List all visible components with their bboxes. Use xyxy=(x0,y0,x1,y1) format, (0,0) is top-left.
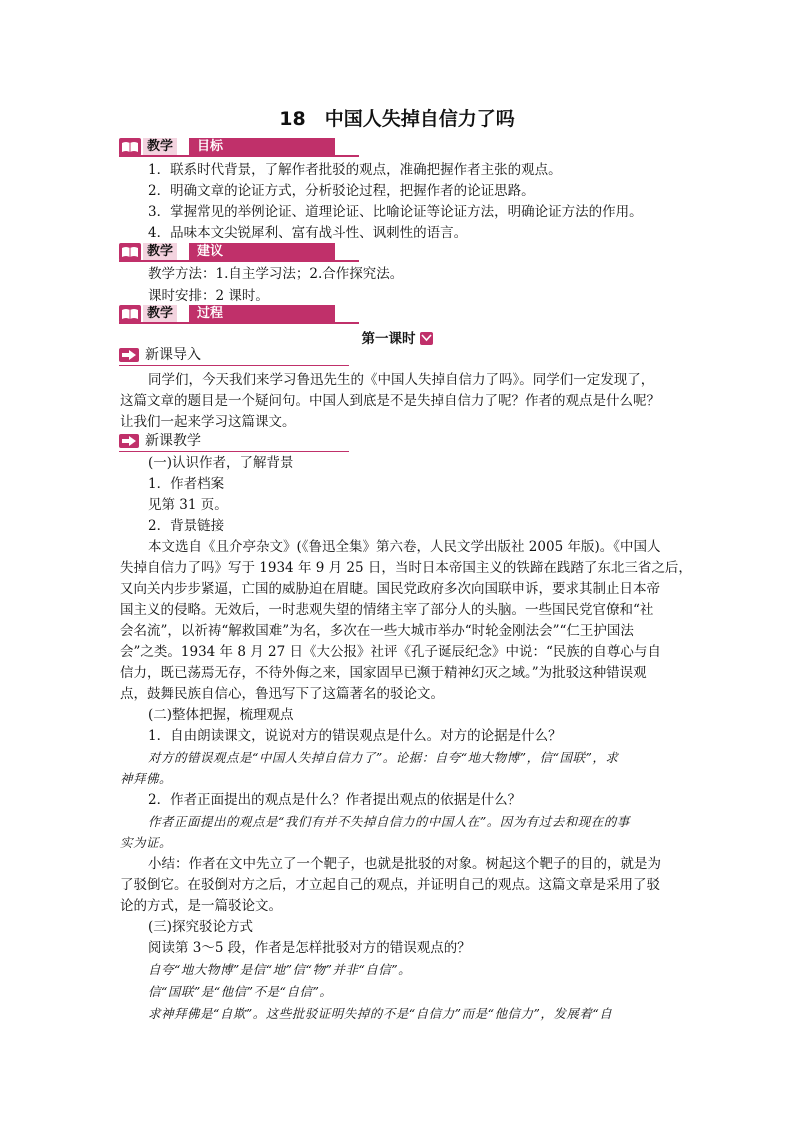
background-line: 失掉自信力了吗》写于 1934 年 9 月 25 日，当时日本帝国主义的铁蹄在践踏了东北三省之后， xyxy=(120,560,692,576)
question-line: 1．自由朗读课文，说说对方的错误观点是什么。对方的论据是什么？ xyxy=(148,728,562,744)
subheading-teach xyxy=(119,432,349,452)
lesson-title xyxy=(0,327,794,347)
section-label-sub: 过程 xyxy=(189,305,335,323)
summary-line: 小结：作者在文中先立了一个靶子，也就是批驳的对象。树起这个靶子的目的，就是为 xyxy=(148,856,661,872)
body-heading: (三)探究驳论方式 xyxy=(148,919,254,935)
section-label-sub: 建议 xyxy=(189,243,335,261)
body-subheading: 2．背景链接 xyxy=(148,518,225,534)
body-heading: (一)认识作者，了解背景 xyxy=(148,455,294,471)
section-label-sub: 目标 xyxy=(189,138,335,156)
body-subheading: 1．作者档案 xyxy=(148,476,225,492)
goal-item: 2．明确文章的论证方式，分析驳论过程，把握作者的论证思路。 xyxy=(148,183,535,199)
section-rule xyxy=(119,322,359,324)
background-line: 国主义的侵略。无效后，一时悲观失望的情绪主宰了部分人的头脑。一些国民党官僚和“社 xyxy=(120,602,654,618)
goal-item: 4．品味本文尖锐犀利、富有战斗性、讽刺性的语言。 xyxy=(148,225,468,241)
answer-line: 对方的错误观点是“中国人失掉自信力了”。论据：自夸“地大物博”，信“国联”，求 xyxy=(148,750,619,765)
summary-line: 论的方式，是一篇驳论文。 xyxy=(120,898,282,914)
arrow-right-icon xyxy=(119,434,139,448)
body-line: 见第 31 页。 xyxy=(148,497,228,513)
book-icon xyxy=(119,305,141,323)
answer-line: 作者正面提出的观点是“我们有并不失掉自信力的中国人在”。因为有过去和现在的事 xyxy=(148,814,630,829)
question-line: 阅读第 3～5 段，作者是怎样批驳对方的错误观点的？ xyxy=(148,940,471,956)
section-header-goals xyxy=(119,138,359,156)
book-icon xyxy=(119,138,141,156)
section-rule xyxy=(119,155,359,157)
subheading-text: 新课教学 xyxy=(145,433,201,449)
lesson-title-text: 第一课时 xyxy=(361,331,416,347)
goal-item: 3．掌握常见的举例论证、道理论证、比喻论证等论证方法，明确论证方法的作用。 xyxy=(148,204,643,220)
answer-line: 求神拜佛是“自欺”。这些批驳证明失掉的不是“自信力”而是“他信力”，发展着“自 xyxy=(148,1006,613,1021)
answer-line: 神拜佛。 xyxy=(120,771,173,786)
section-label-main: 教学 xyxy=(143,138,177,156)
answer-line: 自夸“地大物博”是信“地”信“物”并非“自信”。 xyxy=(148,962,412,977)
background-line: 信力，既已荡焉无存，不待外侮之来，国家固早已濒于精神幻灭之域。”为批驳这种错误观 xyxy=(120,665,647,681)
background-line: 会”之类。1934 年 8 月 27 日《大公报》社评《孔子诞辰纪念》中说：“民族的自尊心与自 xyxy=(120,644,661,660)
book-icon xyxy=(119,243,141,261)
background-line: 点，鼓舞民族自信心，鲁迅写下了这篇著名的驳论文。 xyxy=(120,686,444,702)
goal-item: 1．联系时代背景，了解作者批驳的观点，准确把握作者主张的观点。 xyxy=(148,162,562,178)
intro-line: 这篇文章的题目是一个疑问句。中国人到底是不是失掉自信力了呢？作者的观点是什么呢？ xyxy=(120,393,660,409)
section-rule xyxy=(119,260,359,262)
summary-line: 了驳倒它。在驳倒对方之后，才立起自己的观点，并证明自己的观点。这篇文章是采用了驳 xyxy=(120,877,660,893)
section-header-process xyxy=(119,305,359,323)
answer-line: 实为证。 xyxy=(120,835,173,850)
suggest-item: 课时安排：2 课时。 xyxy=(148,288,269,304)
intro-line: 让我们一起来学习这篇课文。 xyxy=(120,414,296,430)
body-heading: (二)整体把握，梳理观点 xyxy=(148,707,294,723)
section-header-suggest xyxy=(119,243,359,261)
section-label-main: 教学 xyxy=(143,243,177,261)
intro-line: 同学们，今天我们来学习鲁迅先生的《中国人失掉自信力了吗》。同学们一定发现了， xyxy=(148,372,655,388)
arrow-right-icon xyxy=(119,348,139,362)
background-line: 会名流”，以祈祷“解救国难”为名，多次在一些大城市举办“时轮金刚法会”“仁王护国法 xyxy=(120,623,634,639)
suggest-item: 教学方法：1.自主学习法；2.合作探究法。 xyxy=(148,266,404,282)
chevron-down-icon xyxy=(420,332,433,345)
subheading-intro xyxy=(119,346,349,366)
answer-line: 信“国联”是“他信”不是“自信”。 xyxy=(148,984,333,999)
subheading-text: 新课导入 xyxy=(145,347,201,363)
background-line: 本文选自《且介亭杂文》(《鲁迅全集》第六卷，人民文学出版社 2005 年版)。《中国人 xyxy=(148,539,661,555)
subheading-rule xyxy=(119,451,349,452)
question-line: 2．作者正面提出的观点是什么？作者提出观点的依据是什么？ xyxy=(148,792,522,808)
subheading-rule xyxy=(119,365,349,366)
page-title: 18 中国人失掉自信力了吗 xyxy=(279,108,515,130)
background-line: 又向关内步步紧逼，亡国的威胁迫在眉睫。国民党政府多次向国联申诉，要求其制止日本帝 xyxy=(120,581,660,597)
section-label-main: 教学 xyxy=(143,305,177,323)
